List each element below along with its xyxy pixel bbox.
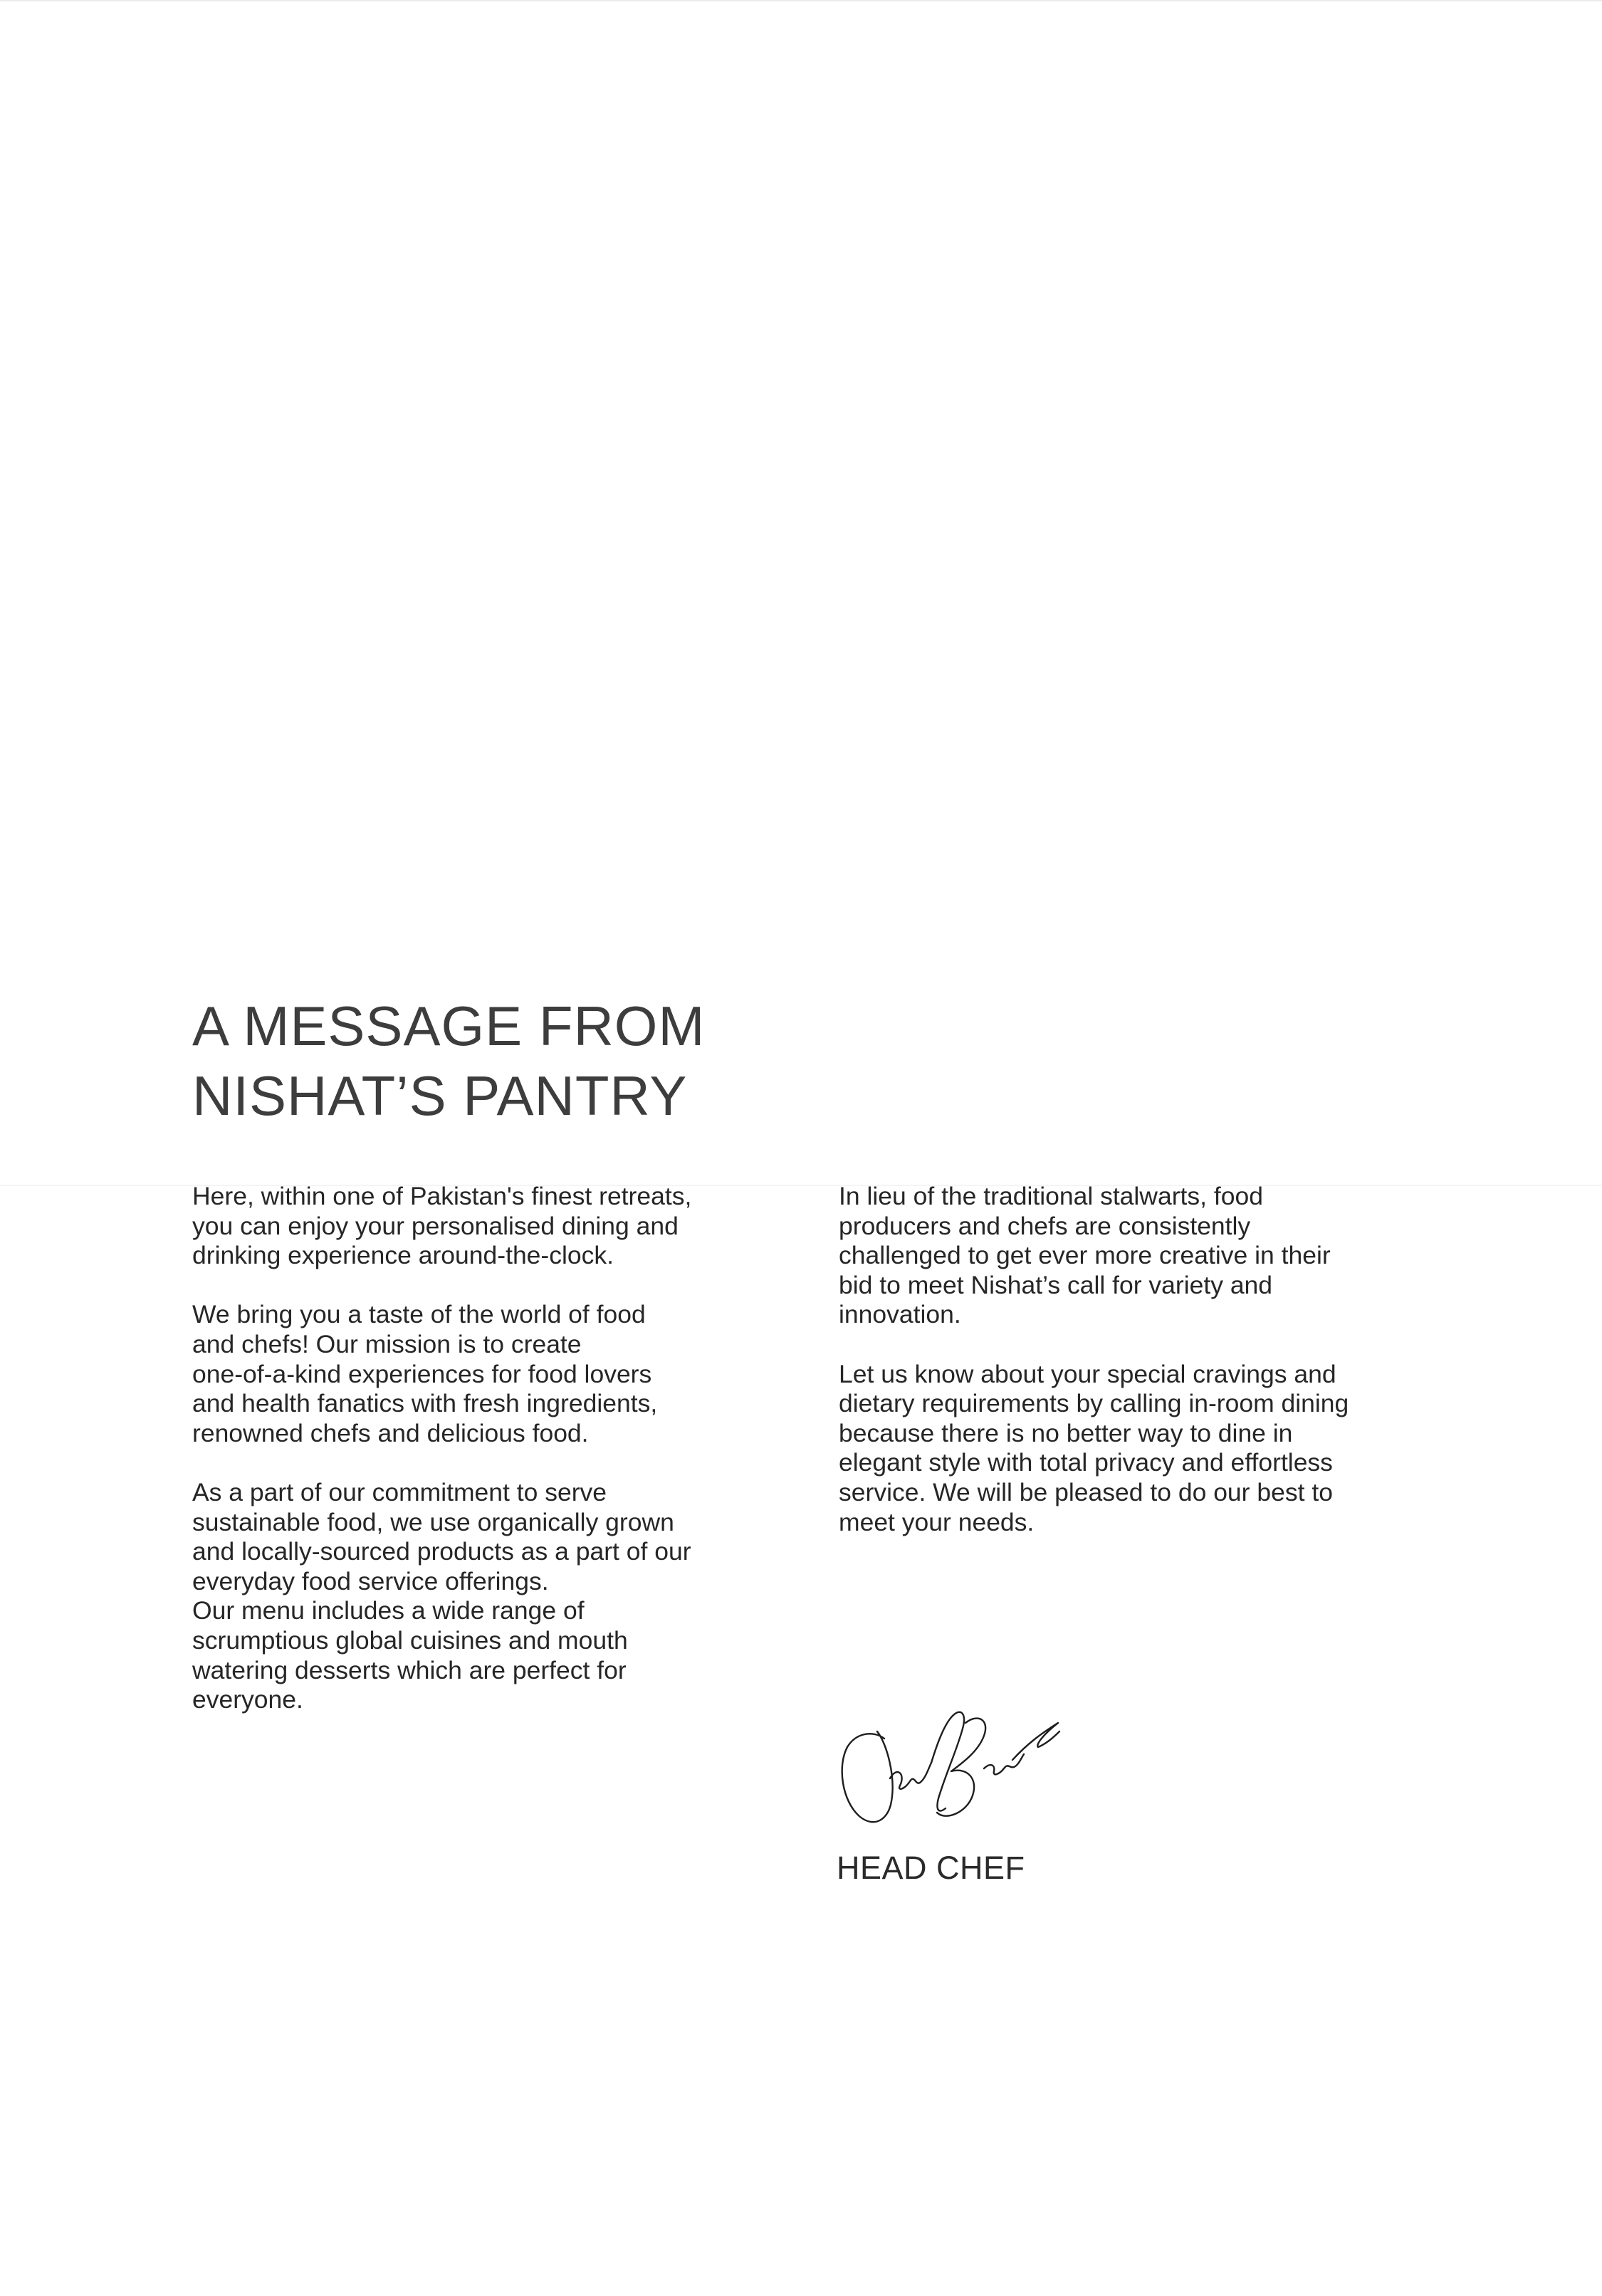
head-chef-signature bbox=[832, 1694, 1074, 1837]
page-title bbox=[192, 991, 705, 1131]
right-column bbox=[839, 1182, 1401, 1567]
left-paragraph-4: Our menu includes a wide range of scrumptious global cuisines and mouth watering desserts which are perfect for everyone. bbox=[192, 1596, 628, 1714]
left-paragraph-1: Here, within one of Pakistan's finest retreats, you can enjoy your personalised dining and drinking experience around-the-clock. bbox=[192, 1182, 692, 1270]
page-title-line-1: A MESSAGE FROM bbox=[192, 995, 706, 1057]
page-title-line-2: NISHAT’S PANTRY bbox=[192, 1064, 688, 1127]
left-paragraph-3: As a part of our commitment to serve sustainable food, we use organically grown and locally-sourced products as a part of our everyday food service offerings. bbox=[192, 1477, 691, 1595]
left-column bbox=[192, 1182, 755, 1744]
signoff-role: HEAD CHEF bbox=[837, 1850, 1025, 1886]
left-paragraph-2: We bring you a taste of the world of food and chefs! Our mission is to create one-of-a-kind experiences for food lovers and health fanatics with fresh ingredients, renowned chefs and delicious food. bbox=[192, 1300, 658, 1447]
right-paragraph-2: Let us know about your special cravings and dietary requirements by calling in-room dining because there is no better way to dine in elegant style with total privacy and effortless service. We will be pleased to do our best to meet your needs. bbox=[839, 1359, 1349, 1536]
right-paragraph-1: In lieu of the traditional stalwarts, food producers and chefs are consistently challenged to get ever more creative in their bid to meet Nishat’s call for variety and innovation. bbox=[839, 1182, 1331, 1329]
top-divider bbox=[0, 0, 1602, 1]
